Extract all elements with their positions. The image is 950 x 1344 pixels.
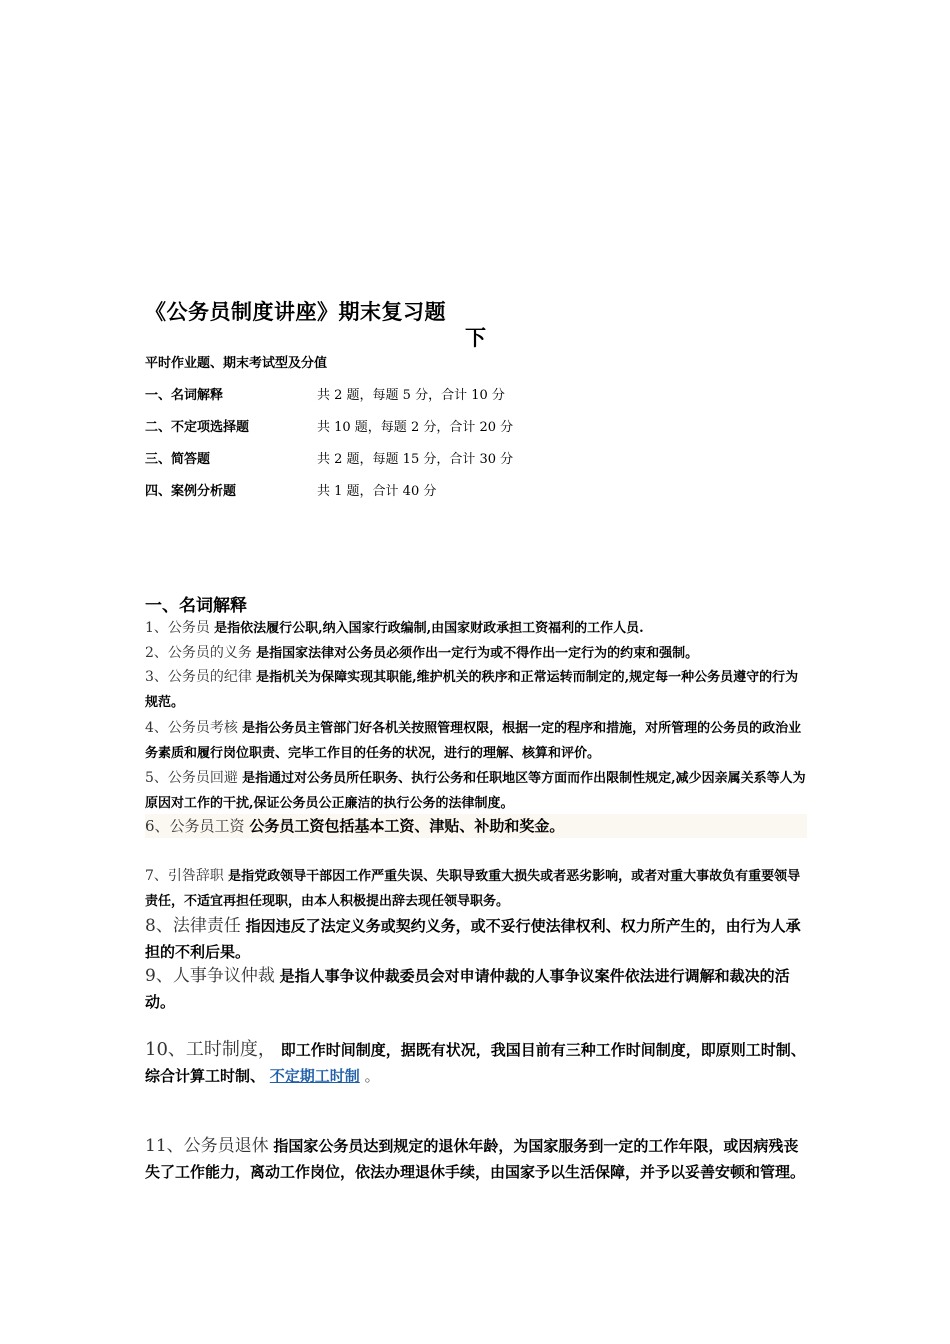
page-title: 《公务员制度讲座》期末复习题 <box>145 300 446 324</box>
score-row-desc: 共 2 题，每题 5 分，合计 10 分 <box>317 388 505 403</box>
entry-definition: 指因违反了法定义务或契约义务，或不妥行使法律权利、权力所产生的，由行为人承担的不利后果。 <box>145 917 801 961</box>
section-title: 一、名词解释 <box>145 596 247 616</box>
entry-term: 2、公务员的义务 <box>145 645 252 661</box>
entry-definition: 即工作时间制度，据既有状况，我国目前有三种工作时间制度，即原则工时制、综合计算工时制、 <box>145 1041 806 1085</box>
entry-term: 5、公务员回避 <box>145 770 238 786</box>
exam-format-heading: 平时作业题、期末考试型及分值 <box>145 356 328 371</box>
definition-entry <box>145 1133 807 1185</box>
definition-entry <box>145 1037 807 1089</box>
entry-tail: 。 <box>364 1067 380 1085</box>
definition-entry <box>145 665 807 715</box>
entry-definition: 是指依法履行公职,纳入国家行政编制,由国家财政承担工资福利的工作人员. <box>214 621 644 636</box>
definition-entry <box>145 616 807 641</box>
score-row-name: 四、案例分析题 <box>145 484 237 499</box>
entry-term: 10、工时制度， <box>145 1039 276 1060</box>
entry-definition: 是指通过对公务员所任职务、执行公务和任职地区等方面而作出限制性规定,减少因亲属关系等人为原因对工作的干扰,保证公务员公正廉洁的执行公务的法律制度。 <box>145 771 806 811</box>
entry-term: 1、公务员 <box>145 620 210 636</box>
entry-definition: 指国家公务员达到规定的退休年龄，为国家服务到一定的工作年限，或因病残丧失了工作能力，离动工作岗位，依法办理退休手续，由国家予以生活保障，并予以妥善安顿和管理。 <box>145 1137 806 1181</box>
entry-definition: 公务员工资包括基本工资、津贴、补助和奖金。 <box>249 817 565 835</box>
definition-entry <box>145 766 807 816</box>
entry-term: 9、人事争议仲裁 <box>145 966 275 986</box>
definition-entry <box>145 864 807 914</box>
definition-entry <box>145 913 807 965</box>
score-row-desc: 共 1 题，合计 40 分 <box>317 484 437 499</box>
entry-term: 6、公务员工资 <box>145 817 245 835</box>
entry-term: 4、公务员考核 <box>145 720 238 736</box>
page-title-suffix: 下 <box>465 326 486 350</box>
entry-definition: 是指机关为保障实现其职能,维护机关的秩序和正常运转而制定的,规定每一种公务员遵守的行为规范。 <box>145 670 799 710</box>
score-row-name: 三、简答题 <box>145 452 211 467</box>
entry-definition: 是指国家法律对公务员必须作出一定行为或不得作出一定行为的约束和强制。 <box>256 646 699 661</box>
definition-entry <box>145 716 807 766</box>
entry-definition: 是指公务员主管部门好各机关按照管理权限，根据一定的程序和措施，对所管理的公务员的政治业务素质和履行岗位职责、完毕工作目的任务的状况，进行的理解、核算和评价。 <box>145 721 802 761</box>
entry-term: 11、公务员退休 <box>145 1136 269 1156</box>
work-hours-link[interactable]: 不定期工时制 <box>269 1067 360 1085</box>
score-row-name: 二、不定项选择题 <box>145 420 250 435</box>
entry-definition: 是指党政领导干部因工作严重失误、失职导致重大损失或者恶劣影响，或者对重大事故负有重要领导责任，不适宜再担任现职，由本人积极提出辞去现任领导职务。 <box>145 869 801 909</box>
entry-definition: 是指人事争议仲裁委员会对申请仲裁的人事争议案件依法进行调解和裁决的活动。 <box>145 967 790 1011</box>
definition-entry <box>145 963 807 1015</box>
score-row-name: 一、名词解释 <box>145 388 224 403</box>
score-row-desc: 共 10 题，每题 2 分，合计 20 分 <box>317 420 514 435</box>
definition-entry <box>145 641 807 666</box>
score-row-desc: 共 2 题，每题 15 分，合计 30 分 <box>317 452 514 467</box>
entry-term: 8、法律责任 <box>145 916 241 936</box>
entry-term: 3、公务员的纪律 <box>145 669 252 685</box>
entry-term: 7、引咎辞职 <box>145 868 224 884</box>
definition-entry <box>145 814 807 838</box>
